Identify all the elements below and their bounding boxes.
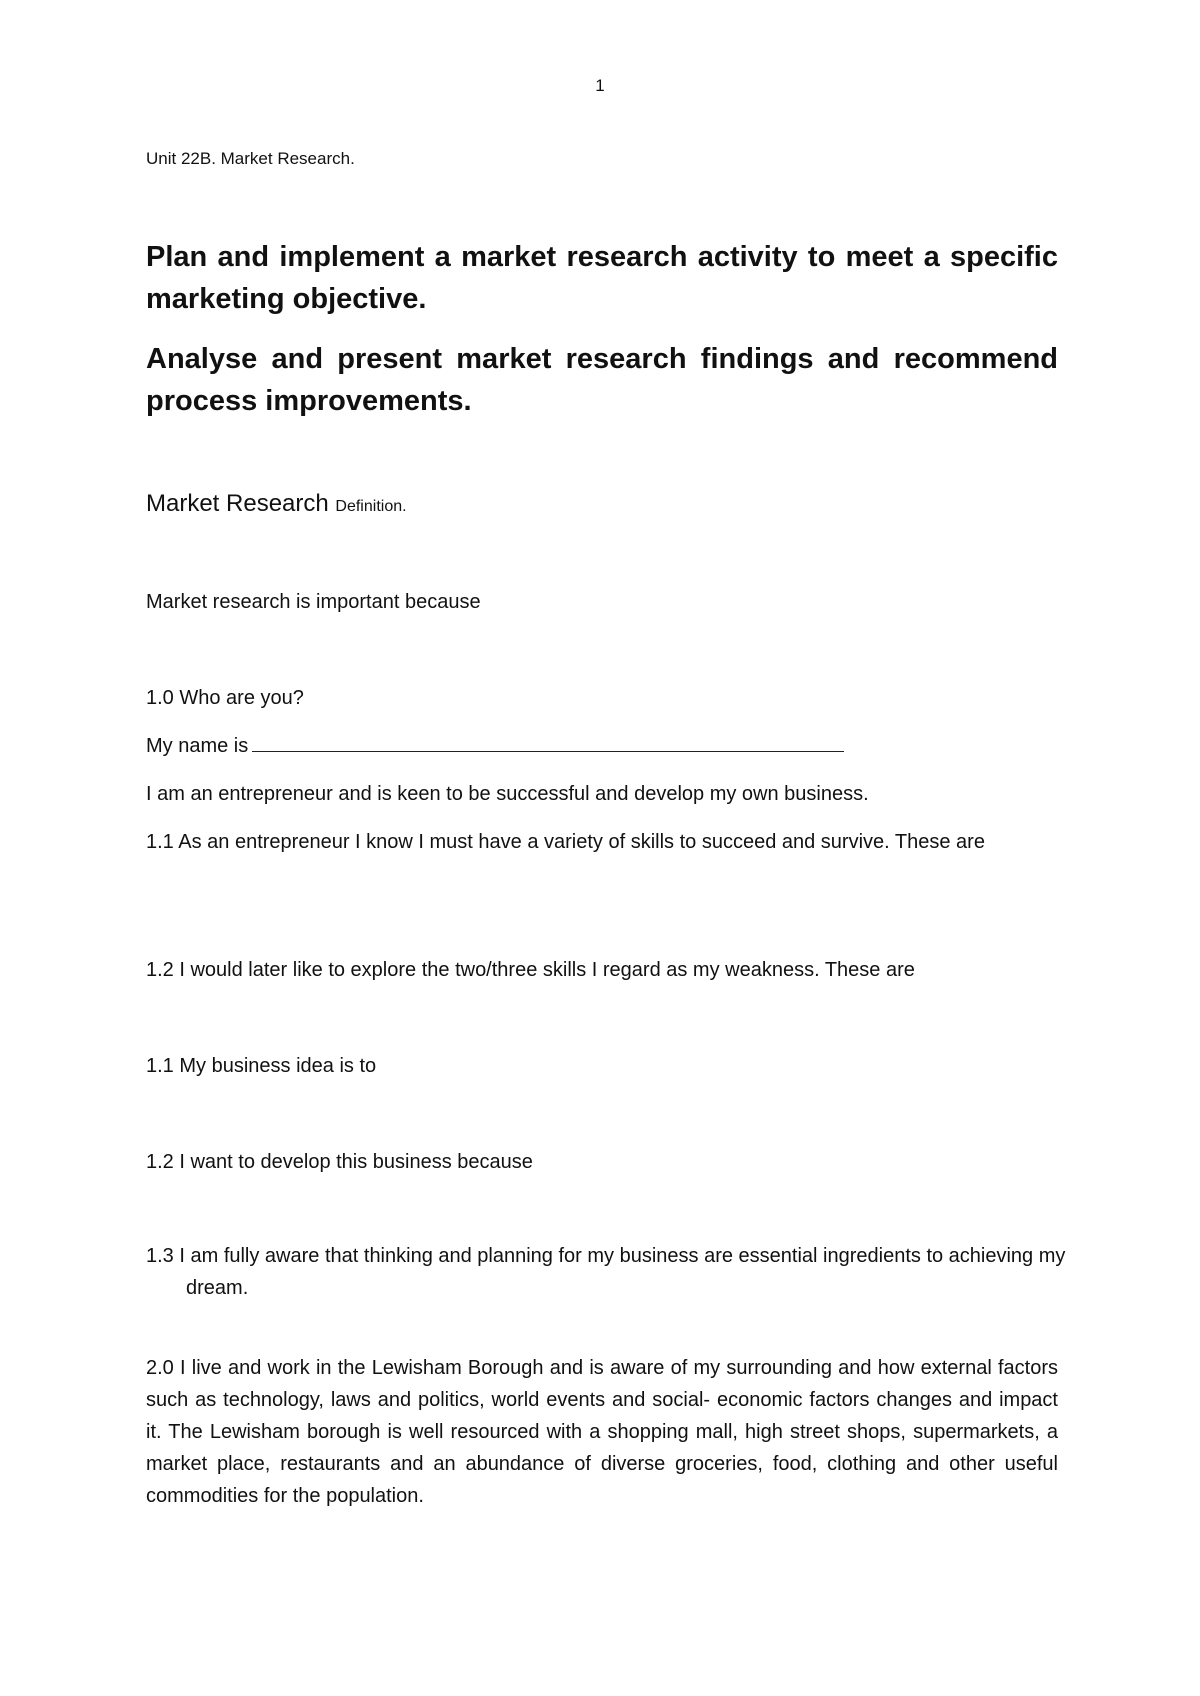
definition-main: Market Research — [146, 490, 329, 517]
page-number: 1 — [595, 76, 605, 95]
name-blank-line[interactable] — [252, 731, 844, 752]
learning-objective-analyse: Analyse and present market research findings and recommend process improvements. — [146, 343, 1058, 417]
importance-prompt: Market research is important because — [146, 591, 481, 613]
item-2-0-lewisham: 2.0 I live and work in the Lewisham Borough and is aware of my surrounding and how external factors such as technology, laws and politics, world events and social- economic factors changes and impact it. The Lewisham borough is well resourced with a shopping mall, high street shops, supermarkets, a market place, restaurants and an abundance of diverse groceries, food, clothing and other useful commodities for the population. — [146, 1357, 1058, 1507]
definition-small: Definition. — [335, 498, 407, 515]
definition-heading — [146, 490, 407, 518]
item-1-2-weakness: 1.2 I would later like to explore the two/three skills I regard as my weakness. These are — [146, 959, 915, 981]
unit-heading: Unit 22B. Market Research. — [146, 149, 355, 168]
item-1-2-reason: 1.2 I want to develop this business because — [146, 1151, 533, 1173]
entrepreneur-statement: I am an entrepreneur and is keen to be successful and develop my own business. — [146, 783, 869, 805]
section-1-0-heading: 1.0 Who are you? — [146, 687, 304, 709]
item-1-1-skills: 1.1 As an entrepreneur I know I must have a variety of skills to succeed and survive. These are — [146, 831, 985, 853]
name-prompt: My name is — [146, 735, 249, 757]
name-row — [146, 730, 844, 762]
learning-objective-plan: Plan and implement a market research activity to meet a specific marketing objective. — [146, 241, 1058, 315]
item-1-3-planning: 1.3 I am fully aware that thinking and planning for my business are essential ingredients to achieving my dream. — [146, 1245, 1066, 1299]
item-1-1-business-idea: 1.1 My business idea is to — [146, 1055, 377, 1077]
